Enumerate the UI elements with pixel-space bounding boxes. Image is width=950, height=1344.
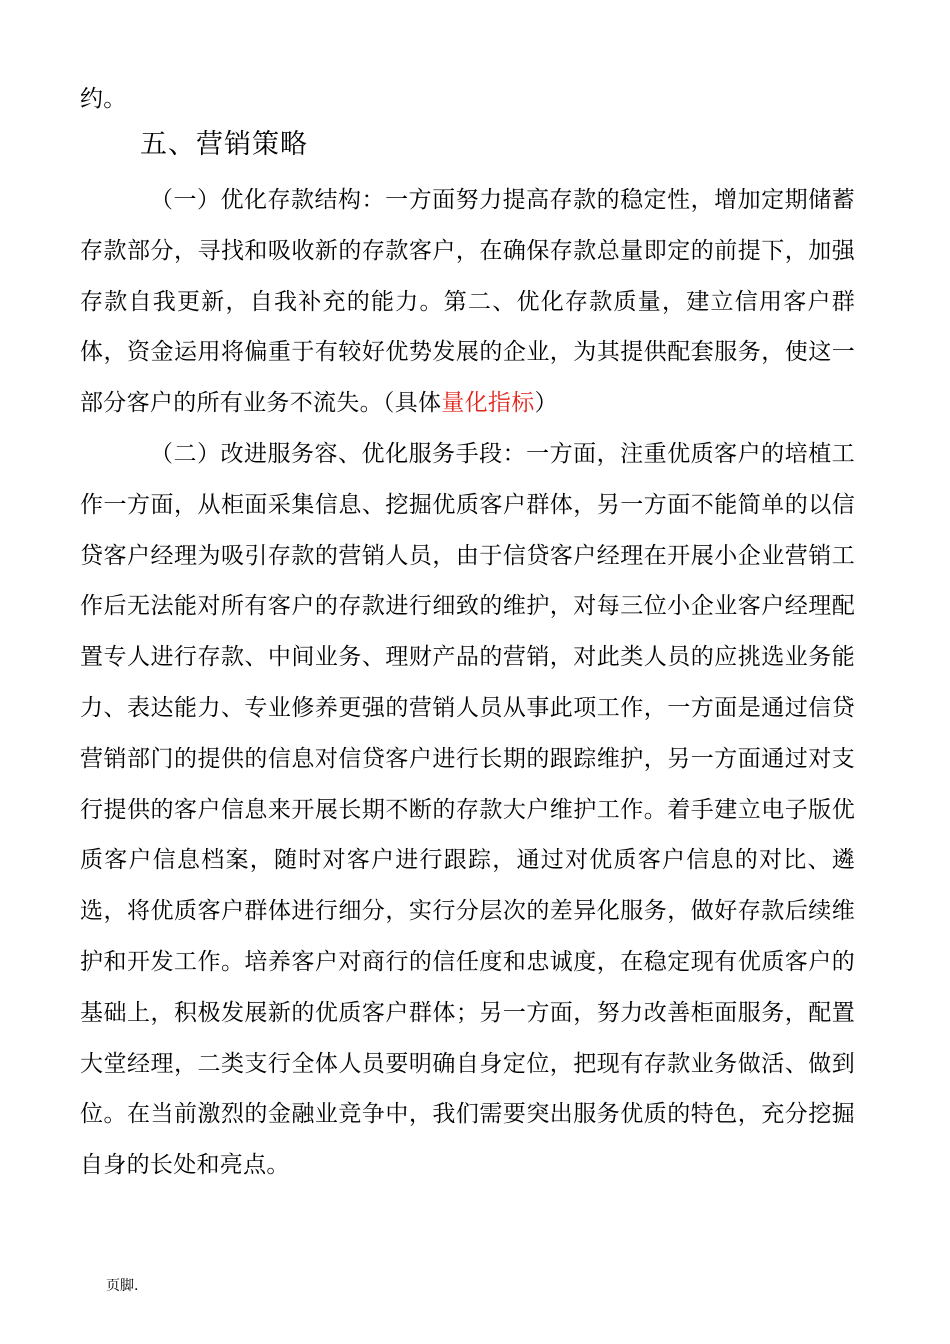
paragraph-deposit-structure <box>80 175 855 429</box>
section-heading: 五、营销策略 <box>140 129 308 160</box>
continuation-text: 约。 <box>80 86 127 112</box>
paragraph-deposit-structure-text: （一）优化存款结构：一方面努力提高存款的稳定性，增加定期储蓄存款部分，寻找和吸收新的存款客户，在确保存款总量即定的前提下，加强存款自我更新，自我补充的能力。第二、优化存款质量，建立信用客户群体，资金运用将偏重于有较好优势发展的企业，为其提供配套服务，使这一部分客户的所有业务不流失。（具体 <box>80 187 855 417</box>
page-footer: 页脚. <box>106 1278 139 1294</box>
paragraph-service-improvement: （二）改进服务容、优化服务手段：一方面，注重优质客户的培植工作一方面，从柜面采集信息、挖掘优质客户群体，另一方面不能简单的以信贷客户经理为吸引存款的营销人员，由于信贷客户经理在开展小企业营销工作后无法能对所有客户的存款进行细致的维护，对每三位小企业客户经理配置专人进行存款、中间业务、理财产品的营销，对此类人员的应挑选业务能力、表达能力、专业修养更强的营销人员从事此项工作，一方面是通过信贷营销部门的提供的信息对信贷客户进行长期的跟踪维护，另一方面通过对支行提供的客户信息来开展长期不断的存款大户维护工作。着手建立电子版优质客户信息档案，随时对客户进行跟踪，通过对优质客户信息的对比、遴选，将优质客户群体进行细分，实行分层次的差异化服务，做好存款后续维护和开发工作。培养客户对商行的信任度和忠诚度，在稳定现有优质客户的基础上，积极发展新的优质客户群体；另一方面，努力改善柜面服务，配置大堂经理，二类支行全体人员要明确自身定位，把现有存款业务做活、做到位。在当前激烈的金融业竞争中，我们需要突出服务优质的特色，充分挖掘自身的长处和亮点。 <box>80 441 855 1179</box>
paragraph-deposit-structure-closing: ） <box>534 390 558 417</box>
quantified-indicator-highlight: 量化指标 <box>441 390 535 417</box>
